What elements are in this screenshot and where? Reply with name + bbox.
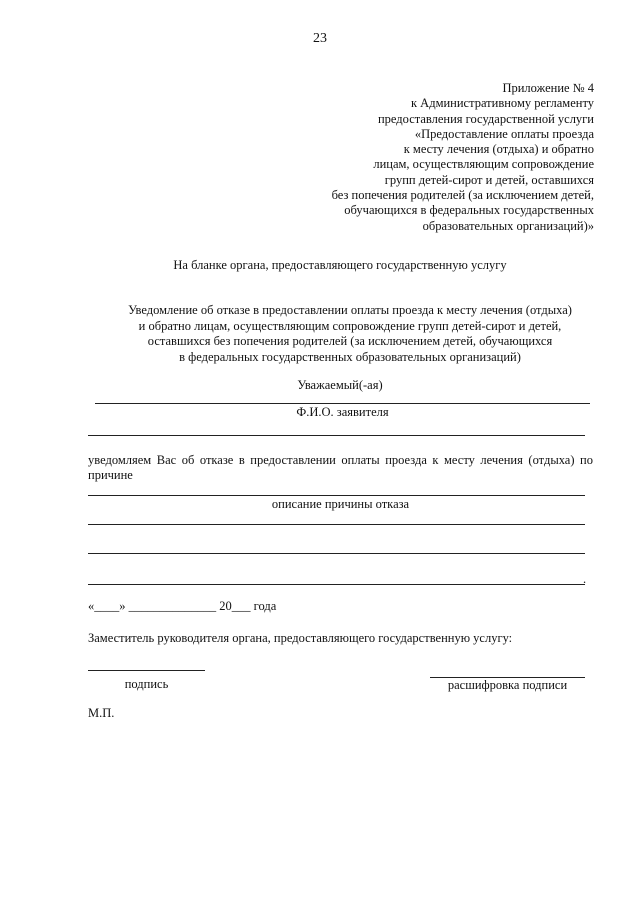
appendix-line: к Административному регламенту [410, 96, 594, 111]
date-line: «____» ______________ 20___ года [88, 599, 277, 613]
signature-decode-caption: расшифровка подписи [447, 678, 568, 692]
appendix-line: «Предоставление оплаты проезда [414, 126, 594, 141]
fio-caption: Ф.И.О. заявителя [296, 405, 389, 419]
reason-line-3 [88, 553, 585, 554]
appendix-line: образовательных организаций)» [422, 218, 594, 233]
appendix-line: Приложение № 4 [502, 81, 594, 95]
salutation: Уважаемый(-ая) [297, 378, 383, 392]
title-line: оставшихся без попечения родителей (за исключением детей, обучающихся [147, 334, 553, 349]
stamp-place: М.П. [88, 706, 115, 720]
reason-line-4 [88, 584, 585, 585]
title-line: Уведомление об отказе в предоставлении оплаты проезда к месту лечения (отдыха) [128, 303, 572, 317]
document-title [60, 303, 640, 365]
reason-end-mark: . [583, 572, 587, 586]
title-line: и обратно лицам, осуществляющим сопровождение групп детей-сирот и детей, [138, 318, 562, 333]
signature-caption: подпись [124, 677, 169, 691]
appendix-line: к месту лечения (отдыха) и обратно [403, 142, 594, 157]
reason-caption: описание причины отказа [271, 497, 410, 511]
letterhead-note: На бланке органа, предоставляющего государственную услугу [173, 258, 507, 272]
appendix-line: групп детей-сирот и детей, оставшихся [384, 172, 594, 187]
appendix-header [274, 81, 594, 234]
fio-line [95, 403, 590, 404]
reason-line-2 [88, 524, 585, 525]
appendix-line: без попечения родителей (за исключением детей, [331, 188, 594, 203]
appendix-line: предоставления государственной услуги [377, 111, 594, 126]
fio-second-line [88, 435, 585, 436]
title-line: в федеральных государственных образовательных организаций) [179, 349, 521, 364]
signature-line [88, 670, 205, 671]
reason-line [88, 495, 585, 496]
deputy-label: Заместитель руководителя органа, предоставляющего государственную услугу: [88, 631, 513, 645]
appendix-line: обучающихся в федеральных государственных [344, 203, 594, 218]
page-number: 23 [313, 31, 327, 46]
notification-text: уведомляем Вас об отказе в предоставлении оплаты проезда к месту лечения (отдыха) по причине [88, 453, 593, 482]
appendix-line: лицам, осуществляющим сопровождение [373, 157, 594, 172]
